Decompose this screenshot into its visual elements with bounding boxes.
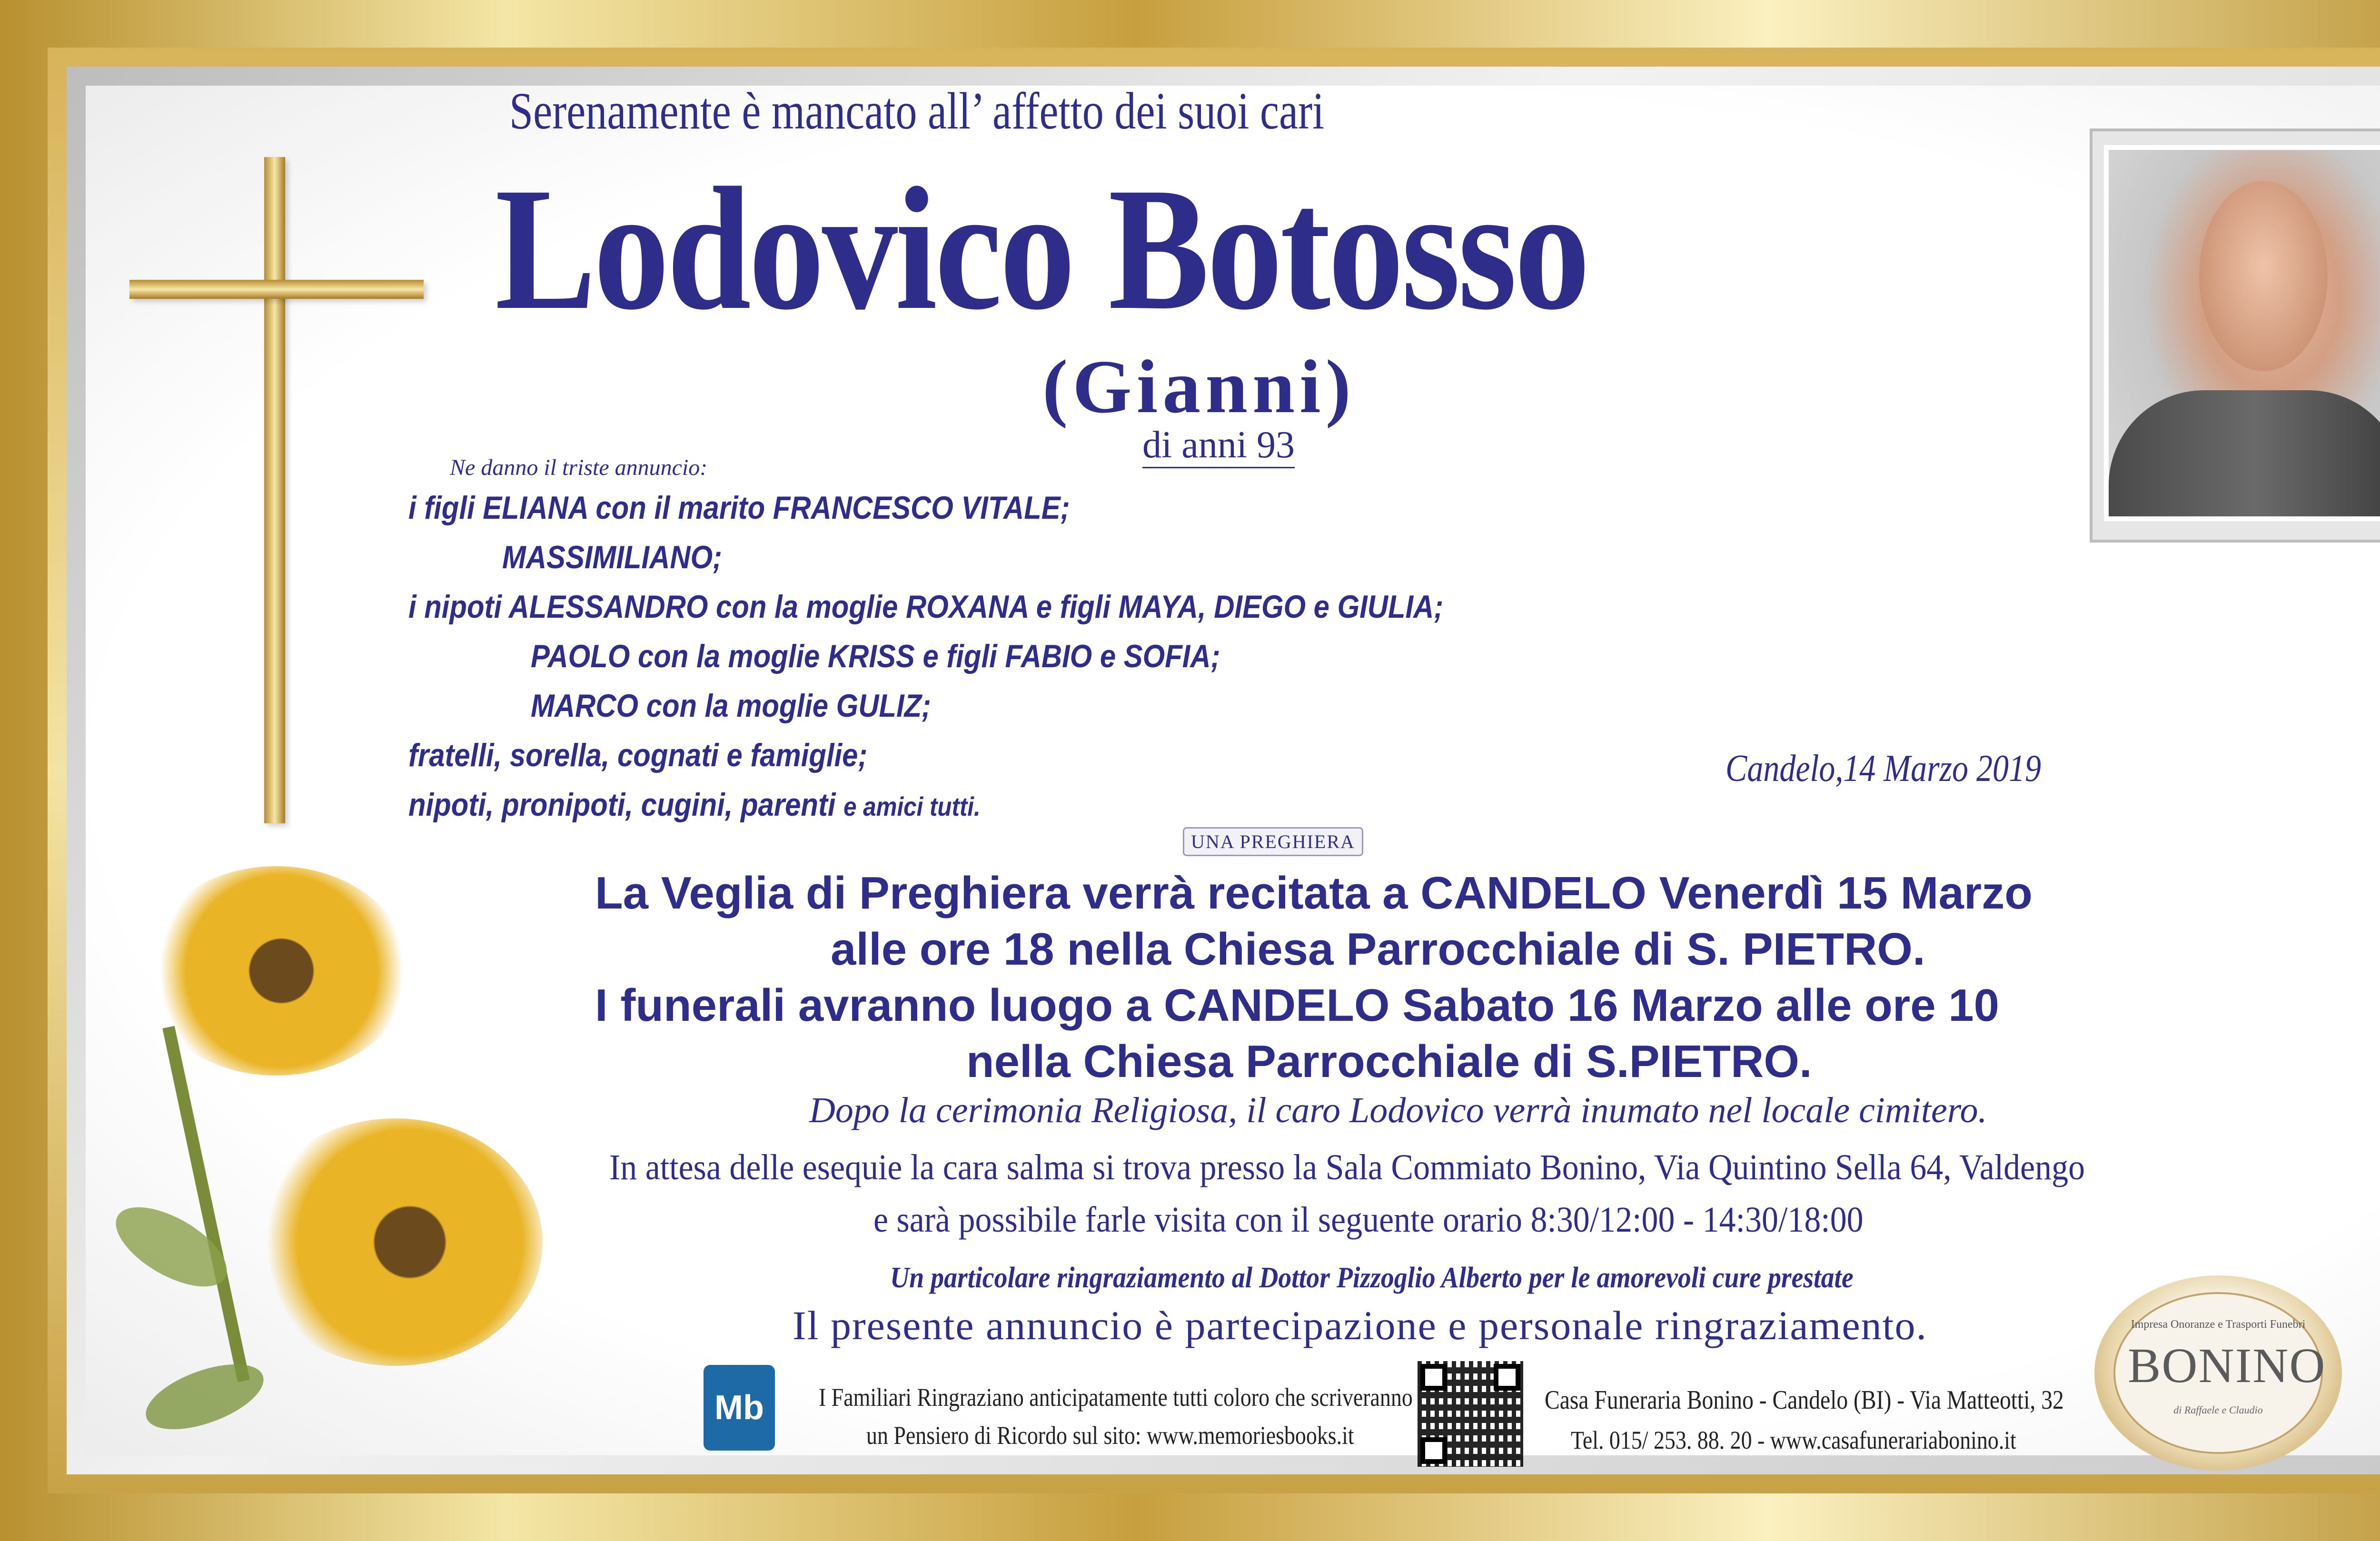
family-line: fratelli, sorella, cognati e famiglie; [408,737,868,773]
cross-bar [129,280,424,299]
place-date: Candelo,14 Marzo 2019 [1726,748,2041,790]
deceased-name: Lodovico Botosso [495,151,1588,346]
family-line: PAOLO con la moglie KRISS e figli FABIO e SOFIA; [531,638,1220,674]
service-line: I funerali avranno luogo a CANDELO Sabato 16 Marzo alle ore 10 [595,980,2000,1031]
cross-icon [264,157,285,823]
nickname: (Gianni) [1042,344,1356,429]
closing-line: Il presente annuncio è partecipazione e personale ringraziamento. [793,1303,1928,1348]
burial-line: Dopo la cerimonia Religiosa, il caro Lodovico verrà inumato nel locale cimitero. [809,1090,1987,1130]
family-line: MASSIMILIANO; [502,539,723,575]
memories-line: I Familiari Ringraziano anticipatamente tutti coloro che scriveranno [819,1383,1413,1412]
funeral-home-line: Casa Funeraria Bonino - Candelo (BI) - Via Matteotti, 32 [1545,1385,2064,1415]
viewing-line: In attesa delle esequie la cara salma si trova presso la Sala Commiato Bonino, Via Quintino Sella 64, Valdengo [609,1147,2085,1187]
service-line: La Veglia di Preghiera verrà recitata a CANDELO Venerdì 15 Marzo [595,868,2033,919]
qr-finder [1494,1364,1520,1391]
family-line: i figli ELIANA con il marito FRANCESCO VITALE; [408,490,1070,526]
memoriesbooks-icon: Mb [704,1365,775,1451]
portrait-jacket [2109,390,2380,516]
prayer-tag: UNA PREGHIERA [1183,827,1363,856]
qr-finder [1420,1364,1447,1391]
service-line: nella Chiesa Parrocchiale di S.PIETRO. [966,1036,1812,1087]
family-line: i nipoti ALESSANDRO con la moglie ROXANA e figli MAYA, DIEGO e GIULIA; [408,589,1444,625]
announcement-label: Ne danno il triste annuncio: [450,455,708,480]
family-line: nipoti, pronipoti, cugini, parenti [408,787,836,823]
age: di anni 93 [1142,424,1295,468]
service-line: alle ore 18 nella Chiesa Parrocchiale di S. PIETRO. [831,924,1925,975]
funeral-home-line: Tel. 015/ 253. 88. 20 - www.casafunerariabonino.it [1571,1426,2016,1454]
logo-top-text: Impresa Onoranze e Trasporti Funebri [2131,1318,2306,1331]
portrait-face [2199,181,2328,371]
logo-name: BONINO [2128,1338,2326,1393]
qr-finder [1420,1437,1447,1464]
logo-bottom-text: di Raffaele e Claudio [2173,1404,2263,1416]
family-line: MARCO con la moglie GULIZ; [531,688,932,724]
memories-line: un Pensiero di Ricordo sul sito: www.memoriesbooks.it [866,1421,1354,1450]
family-tail: e amici tutti. [843,791,981,821]
intro-text: Serenamente è mancato all’ affetto dei suoi cari [509,82,1325,140]
viewing-line: e sarà possibile farle visita con il seguente orario 8:30/12:00 - 14:30/18:00 [873,1200,1864,1240]
thanks-line: Un particolare ringraziamento al Dottor Pizzoglio Alberto per le amorevoli cure prestate [890,1262,1854,1294]
